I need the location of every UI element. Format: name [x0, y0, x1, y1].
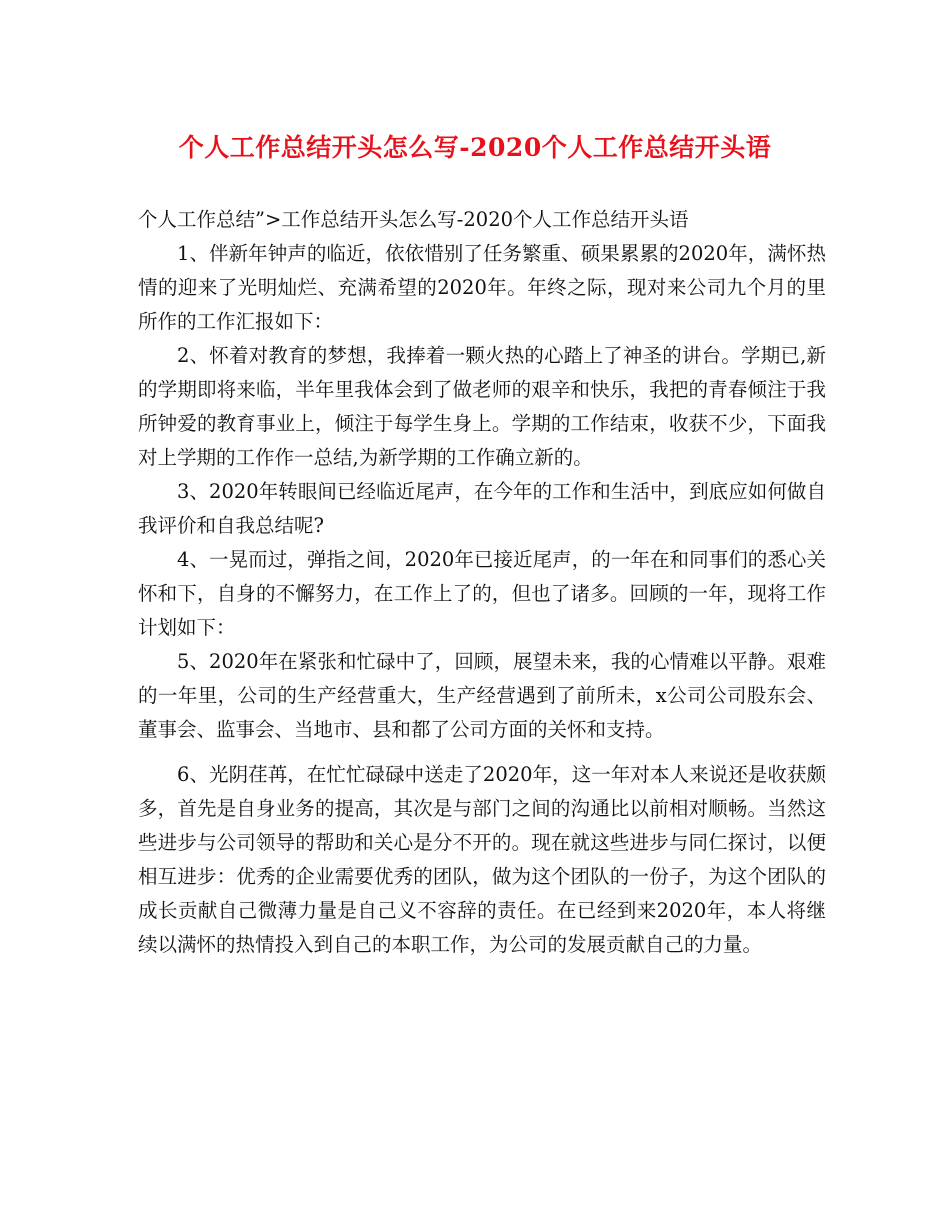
paragraph-1: 1、伴新年钟声的临近，依依惜别了任务繁重、硕果累累的2020年，满怀热情的迎来了光明灿烂、充满希望的2020年。年终之际，现对来公司九个月的里所作的工作汇报如下：: [138, 242, 826, 333]
lead-line: 个人工作总结”>工作总结开头怎么写-2020个人工作总结开头语: [138, 208, 689, 231]
paragraph-5: 5、2020年在紧张和忙碌中了，回顾，展望未来，我的心情难以平静。艰难的一年里，公司的生产经营重大，生产经营遇到了前所未，x公司公司股东会、董事会、监事会、当地市、县和都了公司方面的关怀和支持。: [138, 650, 826, 741]
paragraph-6: 6、光阴荏苒，在忙忙碌碌中送走了2020年，这一年对本人来说还是收获颇多，首先是自身业务的提高，其次是与部门之间的沟通比以前相对顺畅。当然这些进步与公司领导的帮助和关心是分不开的。现在就这些进步与同仁探讨，以便相互进步：优秀的企业需要优秀的团队，做为这个团队的一份子，为这个团队的成长贡献自己微薄力量是自己义不容辞的责任。在已经到来2020年，本人将继续以满怀的热情投入到自己的本职工作，为公司的发展贡献自己的力量。: [138, 763, 826, 956]
paragraph-3: 3、2020年转眼间已经临近尾声，在今年的工作和生活中，到底应如何做自我评价和自我总结呢?: [138, 480, 826, 537]
document-body: [138, 203, 826, 962]
document-title: 个人工作总结开头怎么写-2020个人工作总结开头语: [178, 133, 772, 162]
paragraph-4: 4、一晃而过，弹指之间，2020年已接近尾声，的一年在和同事们的悉心关怀和下，自身的不懈努力，在工作上了的，但也了诸多。回顾的一年，现将工作计划如下：: [138, 548, 826, 639]
paragraph-2: 2、怀着对教育的梦想，我捧着一颗火热的心踏上了神圣的讲台。学期已,新的学期即将来临，半年里我体会到了做老师的艰辛和快乐，我把的青春倾注于我所钟爱的教育事业上，倾注于每学生身上。学期的工作结束，收获不少，下面我对上学期的工作作一总结,为新学期的工作确立新的。: [138, 344, 826, 469]
